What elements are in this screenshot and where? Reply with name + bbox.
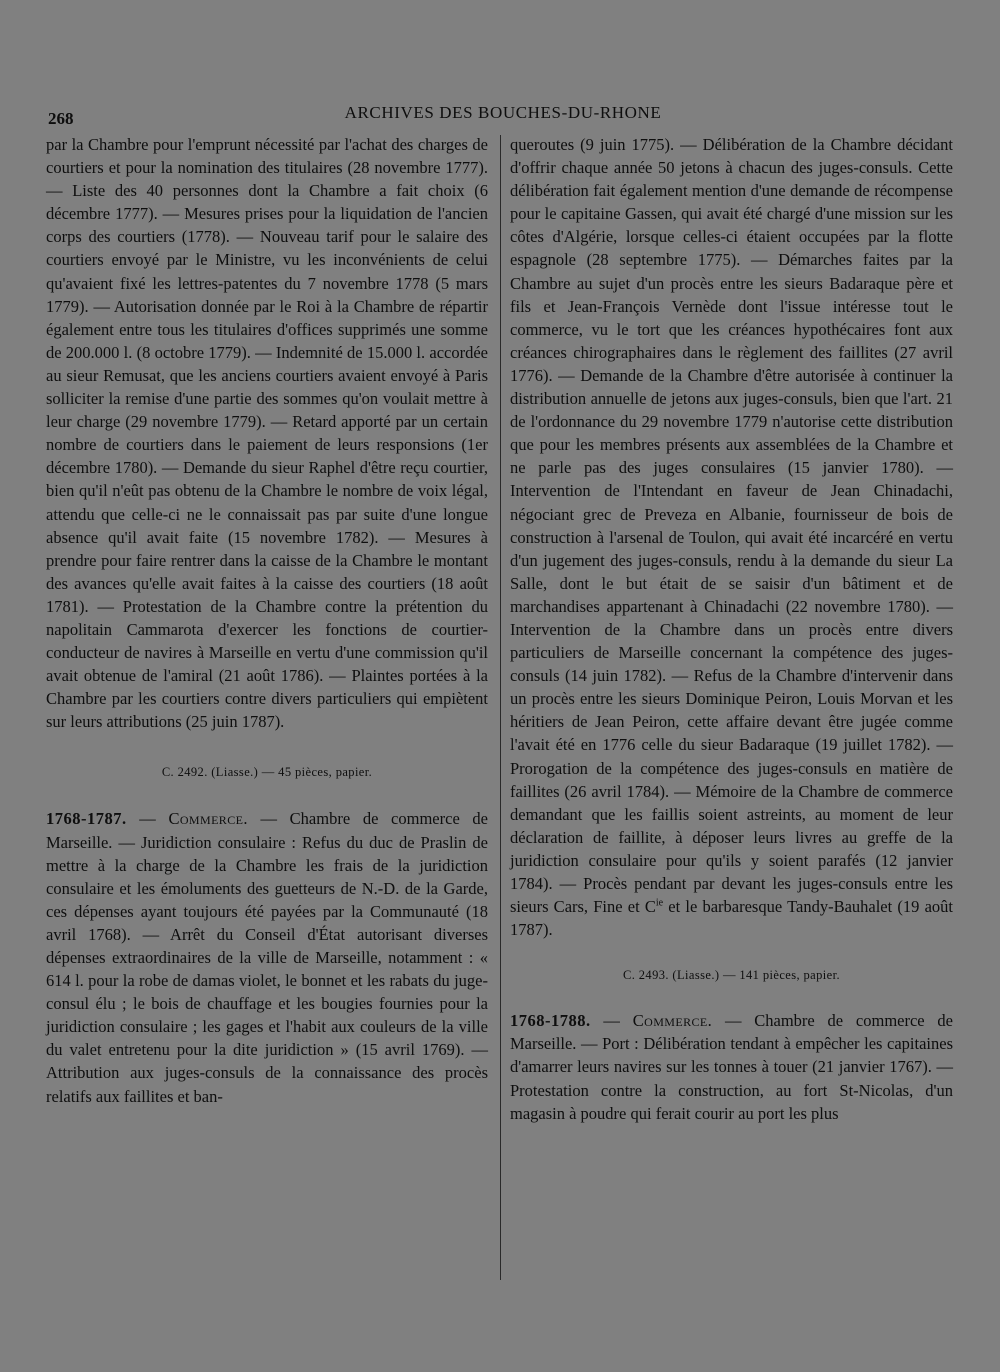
continuation-text: queroutes (9 juin 1775). — Délibération de la Chambre décidant d'offrir chaque année 50 jetons à chacun des juges-consuls. Cette délibération fait également mention d'une demande de récompense pour le capitaine Gassen, qui avait été chargé d'une mission sur les côtes d'Algérie, lorsque celles-ci étaient occupées par la flotte espagnole (28 septembre 1775). — Démarches faites par la Chambre au sujet d'un procès entre les sieurs Badaraque père et fils et Jean-François Vernède dont l'issue intéresse tout le commerce, vu le tort que les créances hypothécaires font aux créances chirographaires dans le règlement des faillites (27 avril 1776). — Demande de la Chambre d'être autorisée à continuer la distribution annuelle de jetons aux juges-consuls, bien que l'art. 21 de l'ordonnance du 29 novembre 1779 n'autorise cette distribution que pour les membres présents aux assemblées de la Chambre et ne parle pas des juges consulaires (15 janvier 1780). — Intervention de l'Intendant en faveur de Jean Chinadachi, négociant grec de Preveza en Albanie, fournisseur de bois de construction à l'arsenal de Toulon, qui avait été incarcéré en vertu d'un jugement des juges-consuls, rendu à la demande du sieur La Salle, dont le but était de se saisir d'un bâtiment et de marchandises appartenant à Chinadachi (22 novembre 1780). — Intervention de la Chambre dans un procès entre divers particuliers de Marseille concernant la compétence des juges-consuls (14 juin 1782). — Refus de la Chambre d'intervenir dans un procès entre les sieurs Dominique Peiron, Louis Morvan et les héritiers de Jean Peiron, cette affaire devant être jugée comme l'avait été en 1776 celle du sieur Badaraque (19 juillet 1782). — Prorogation de la compétence des juges-consuls en matière de faillites (26 avril 1784). — Mémoire de la Chambre de commerce demandant que les faillis soient astreints, au moment de leur déclaration de faillite, à déposer leurs livres au greffe de la juridiction consulaire pour qu'ils y soient parafés (12 janvier 1784). — Procès pendant par devant les juges-consuls entre les sieurs Cars, Fine et C — [510, 135, 953, 917]
entry-subject: Commerce. — [632, 1011, 713, 1031]
entry-dates: 1768-1787. — [46, 809, 127, 829]
continuation-paragraph: par la Chambre pour l'emprunt nécessité par l'achat des charges de courtiers et pour la nomination des titulaires (28 novembre 1777). — Liste des 40 personnes dont la Chambre a fait choix (6 décembre 1777). — Mesures prises pour la liquidation de l'ancien corps des courtiers (1778). — Nouveau tarif pour le salaire des courtiers envoyé par le Ministre, vu les inconvénients de celui qu'avaient fixé les lettres-patentes du 7 novembre 1778 (5 mars 1779). — Autorisation donnée par le Roi à la Chambre de répartir également entre tous les titulaires d'offices supprimés une somme de 200.000 l. (8 octobre 1779). — Indemnité de 15.000 l. accordée au sieur Remusat, que les anciens courtiers avaient envoyé à Paris solliciter la remise d'une partie des sommes qu'on voulait mettre à leur charge (29 novembre 1779). — Retard apporté par un certain nombre de courtiers dans le paiement de leurs responsions (1er décembre 1780). — Demande du sieur Raphel d'être reçu courtier, bien qu'il n'eût pas obtenu de la Chambre le nombre de voix légal, attendu que celle-ci ne le connaissait pas par suite d'une longue absence qu'il avait faite (15 novembre 1782). — Mesures à prendre pour faire rentrer dans la caisse de la Chambre le montant des avances qu'elle avait faites à la caisse des courtiers (18 août 1781). — Protestation de la Chambre contre la prétention du napolitain Cammarota d'exercer les fonctions de courtier-conducteur de navires à Marseille en vertu d'une commission qu'il avait obtenue de l'amiral (21 août 1786). — Plaintes portées à la Chambre par les courtiers contre divers particuliers qui empiètent sur leurs attributions (25 juin 1787). — [46, 135, 488, 732]
entry-separator: — — [590, 1011, 633, 1031]
running-title: ARCHIVES DES BOUCHES-DU-RHONE — [344, 103, 662, 122]
left-column — [46, 133, 488, 1108]
entry-paragraph — [46, 807, 488, 1107]
entry-separator: — — [126, 809, 169, 829]
entry-paragraph — [510, 1009, 953, 1124]
superscript-text: ie — [655, 897, 664, 909]
entry-dates: 1768-1788. — [510, 1011, 591, 1031]
continuation-text-end: et le barbaresque Tandy-Bauhalet (19 août 1787). — [510, 897, 953, 940]
entry-subject: Commerce. — [168, 809, 248, 829]
column-divider — [500, 135, 501, 1280]
right-column — [510, 133, 953, 1125]
archive-cote: C. 2493. (Liasse.) — 141 pièces, papier. — [623, 968, 840, 983]
entry-body: — Chambre de commerce de Marseille. — Juridiction consulaire : Refus du duc de Praslin de mettre à la charge de la Chambre les frais de la juridiction consulaire et les émoluments des guetteurs de N.-D. de la Garde, ces dépenses ayant toujours été payées par la Communauté (18 avril 1768). — Arrêt du Conseil d'État autorisant diverses dépenses extraordinaires de la ville de Marseille, notamment : « 614 l. pour la robe de damas violet, le bonnet et les rabats du juge-consul élu ; le bois de chauffage et les bougies fournies pour la juridiction consulaire ; les gages et l'habit aux couleurs de la ville du valet entretenu pour la dite juridiction » (15 avril 1769). — Attribution aux juges-consuls de la connaissance des procès relatifs aux faillites et ban- — [46, 809, 488, 1106]
continuation-paragraph — [510, 133, 953, 941]
page-number: 268 — [48, 109, 74, 128]
page-header — [48, 103, 958, 129]
entry-body: — Chambre de commerce de Marseille. — Port : Délibération tendant à empêcher les capitaines d'amarrer leurs navires sur les tonnes à touer (21 janvier 1767). — Protestation contre la construction, au fort St-Nicolas, d'un magasin à poudre qui ferait courir au port les plus — [510, 1011, 953, 1123]
archive-cote: C. 2492. (Liasse.) — 45 pièces, papier. — [161, 765, 373, 780]
